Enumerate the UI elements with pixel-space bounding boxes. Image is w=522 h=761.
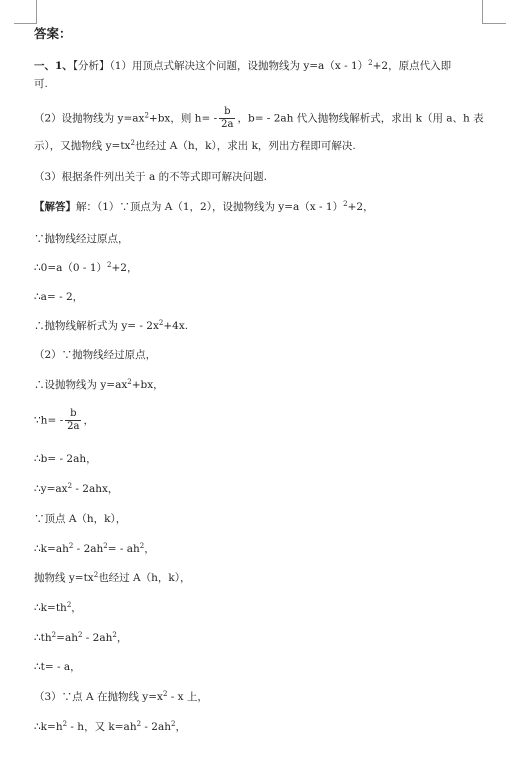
- answer-title: 答案：: [34, 26, 72, 41]
- text: 解：（1）∵顶点为 A（1，2），设抛物线为 y=a（x - 1）: [76, 201, 344, 213]
- superscript: 2: [368, 59, 373, 67]
- text: - 2ah: [73, 543, 104, 555]
- fraction-denominator: 2a: [221, 119, 234, 130]
- solution-line-15: [34, 632, 498, 645]
- solution-line-5: [34, 320, 498, 333]
- text: 抛物线 y=tx: [34, 572, 94, 584]
- text: - x 上，: [167, 691, 208, 703]
- text: ，: [71, 602, 82, 614]
- text: 也经过 A（h，k），: [98, 572, 191, 584]
- text: 示），又抛物线 y=tx: [34, 140, 131, 152]
- text: +bx，则 h= -: [148, 112, 218, 125]
- text: - h，又 k=ah: [67, 721, 137, 733]
- solution-line-11: ∵顶点 A（h，k），: [34, 513, 127, 525]
- text: ∴th: [34, 632, 52, 644]
- text: +2，: [111, 262, 138, 274]
- fraction-numerator: b: [219, 106, 235, 119]
- superscript: 2: [144, 111, 149, 120]
- solution-line-13: [34, 572, 498, 585]
- superscript: 2: [62, 720, 68, 728]
- superscript: 2: [136, 720, 142, 728]
- superscript: 2: [66, 601, 72, 609]
- text: ，: [83, 414, 94, 427]
- text: ∴k=th: [34, 602, 67, 614]
- solution-line-10: [34, 483, 498, 496]
- solution-line-3: [34, 262, 498, 275]
- solution-line-4: ∴a= - 2，: [34, 291, 84, 303]
- fraction-b-over-2a: [65, 408, 81, 433]
- analysis-line-1: [34, 60, 498, 73]
- superscript: 2: [77, 631, 83, 639]
- text: （2）设抛物线为 y=ax: [34, 112, 145, 125]
- text: - 2ahx，: [72, 483, 119, 495]
- superscript: 2: [107, 261, 112, 269]
- text: ∴抛物线解析式为 y= - 2x: [34, 320, 159, 332]
- text: ∴设抛物线为 y=ax: [34, 379, 128, 391]
- text: 也经过 A（h，k），求出 k，列出方程即可解决.: [134, 140, 356, 152]
- superscript: 2: [93, 571, 99, 579]
- solution-tag: 【解答】: [34, 201, 76, 213]
- fraction-b-over-2a: [219, 106, 235, 131]
- solution-line-1: [34, 201, 498, 214]
- crop-mark-top-right: [482, 23, 506, 24]
- text: +4x.: [163, 320, 189, 332]
- text: （1）用顶点式解决这个问题，设抛物线为 y=a（x - 1）: [109, 60, 369, 72]
- superscript: 2: [103, 542, 108, 550]
- text: ∴y=ax: [34, 483, 68, 495]
- text: ，: [144, 543, 155, 555]
- analysis-line-2: 可.: [34, 78, 48, 90]
- crop-mark-top-left: [36, 0, 37, 24]
- solution-line-6: （2）∵抛物线经过原点，: [34, 349, 157, 361]
- superscript: 2: [171, 720, 176, 728]
- solution-line-14: [34, 602, 498, 615]
- solution-line-8: [34, 408, 498, 433]
- solution-line-12: [34, 543, 498, 556]
- text: - 2ah: [141, 721, 171, 733]
- text: - 2ah: [82, 632, 113, 644]
- superscript: 2: [68, 542, 74, 550]
- text: ，: [116, 632, 128, 644]
- solution-line-9: ∴b= - 2ah，: [34, 453, 97, 465]
- analysis-tag: 【分析】: [72, 60, 110, 72]
- solution-line-2: ∵抛物线经过原点，: [34, 233, 129, 245]
- solution-line-17: [34, 691, 498, 704]
- superscript: 2: [51, 631, 57, 639]
- crop-mark-top-right: [482, 0, 483, 24]
- superscript: 2: [130, 139, 135, 147]
- analysis-line-4: [34, 140, 498, 153]
- text: +2，原点代入即: [372, 60, 452, 72]
- analysis-line-5: （3）根据条件列出关于 a 的不等式即可解决问题.: [34, 171, 267, 183]
- fraction-numerator: b: [65, 408, 81, 421]
- text: = - ah: [107, 543, 140, 555]
- superscript: 2: [343, 200, 348, 208]
- superscript: 2: [112, 631, 117, 639]
- text: ∴k=ah: [34, 543, 69, 555]
- fraction-denominator: 2a: [67, 421, 80, 432]
- superscript: 2: [162, 690, 168, 698]
- text: （3）∵点 A 在抛物线 y=x: [34, 691, 163, 703]
- superscript: 2: [67, 482, 73, 490]
- text: +bx，: [131, 379, 164, 391]
- solution-line-16: ∴t= - a，: [34, 661, 81, 673]
- text: ∵h= -: [34, 414, 64, 427]
- superscript: 2: [127, 378, 132, 386]
- text: ，: [175, 721, 186, 733]
- crop-mark-top-left: [14, 23, 37, 24]
- solution-line-18: [34, 721, 498, 734]
- analysis-line-3: [34, 106, 498, 131]
- text: ∴k=h: [34, 721, 63, 733]
- text: +2，: [347, 201, 374, 213]
- text: ∴0=a（0 - 1）: [34, 262, 108, 274]
- question-number: 一、1、: [34, 60, 73, 72]
- text: ，b= - 2ah 代入抛物线解析式，求出 k（用 a、h 表: [237, 112, 484, 125]
- superscript: 2: [158, 319, 164, 327]
- text: =ah: [56, 632, 78, 644]
- solution-line-7: [34, 379, 498, 392]
- superscript: 2: [139, 542, 145, 550]
